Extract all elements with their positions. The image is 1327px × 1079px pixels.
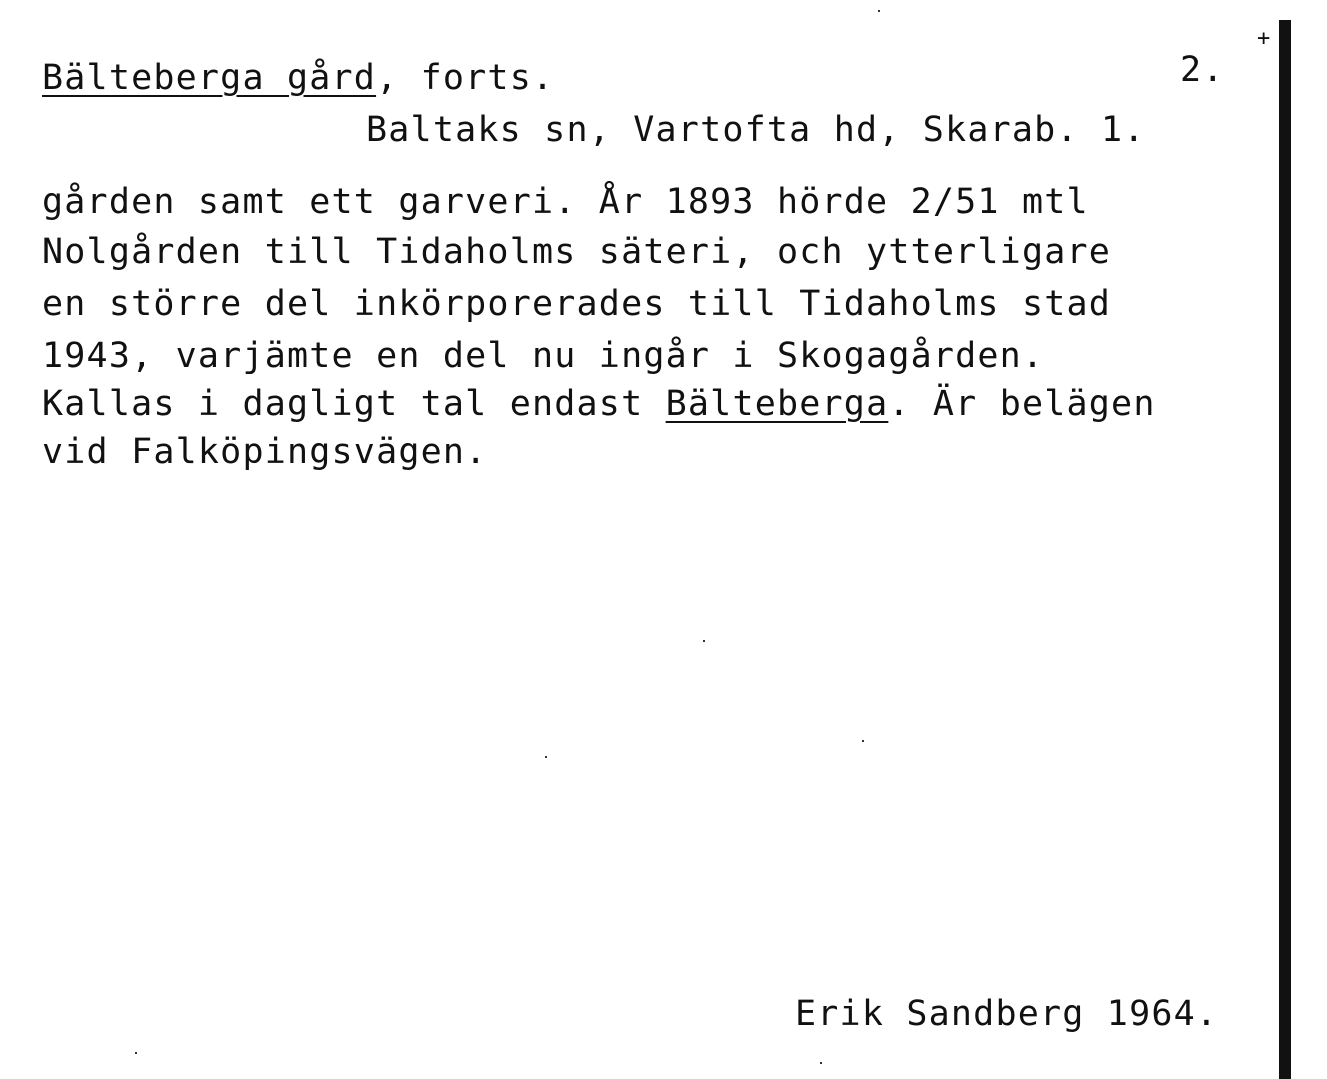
scan-speck xyxy=(135,1052,137,1054)
body-line-5-start: Kallas i dagligt tal endast xyxy=(42,384,666,424)
body-line-2: Nolgården till Tidaholms säteri, och ytterligare xyxy=(42,232,1112,272)
card-heading xyxy=(42,58,554,98)
scan-speck xyxy=(862,740,864,742)
scan-speck xyxy=(703,640,705,642)
body-line-5-end: . Är belägen xyxy=(888,384,1156,424)
location-line: Baltaks sn, Vartofta hd, Skarab. 1. xyxy=(366,110,1146,150)
card-edge-divider xyxy=(1279,20,1291,1079)
heading-continuation: , forts. xyxy=(376,58,555,98)
body-line-5 xyxy=(42,384,1156,424)
scan-speck xyxy=(820,1062,822,1064)
plus-mark-icon: + xyxy=(1257,26,1271,51)
body-line-6: vid Falköpingsvägen. xyxy=(42,432,488,472)
body-line-4: 1943, varjämte en del nu ingår i Skogagården. xyxy=(42,336,1045,376)
body-place-name: Bälteberga xyxy=(665,384,889,424)
body-line-3: en större del inkörporerades till Tidaholms stad xyxy=(42,284,1112,324)
place-name: Bälteberga gård xyxy=(42,58,377,98)
scan-speck xyxy=(545,756,547,758)
body-line-1: gården samt ett garveri. År 1893 hörde 2/51 mtl xyxy=(42,182,1089,222)
signature: Erik Sandberg 1964. xyxy=(795,994,1219,1034)
scan-speck xyxy=(878,10,880,12)
card-number: 2. xyxy=(1180,50,1225,90)
